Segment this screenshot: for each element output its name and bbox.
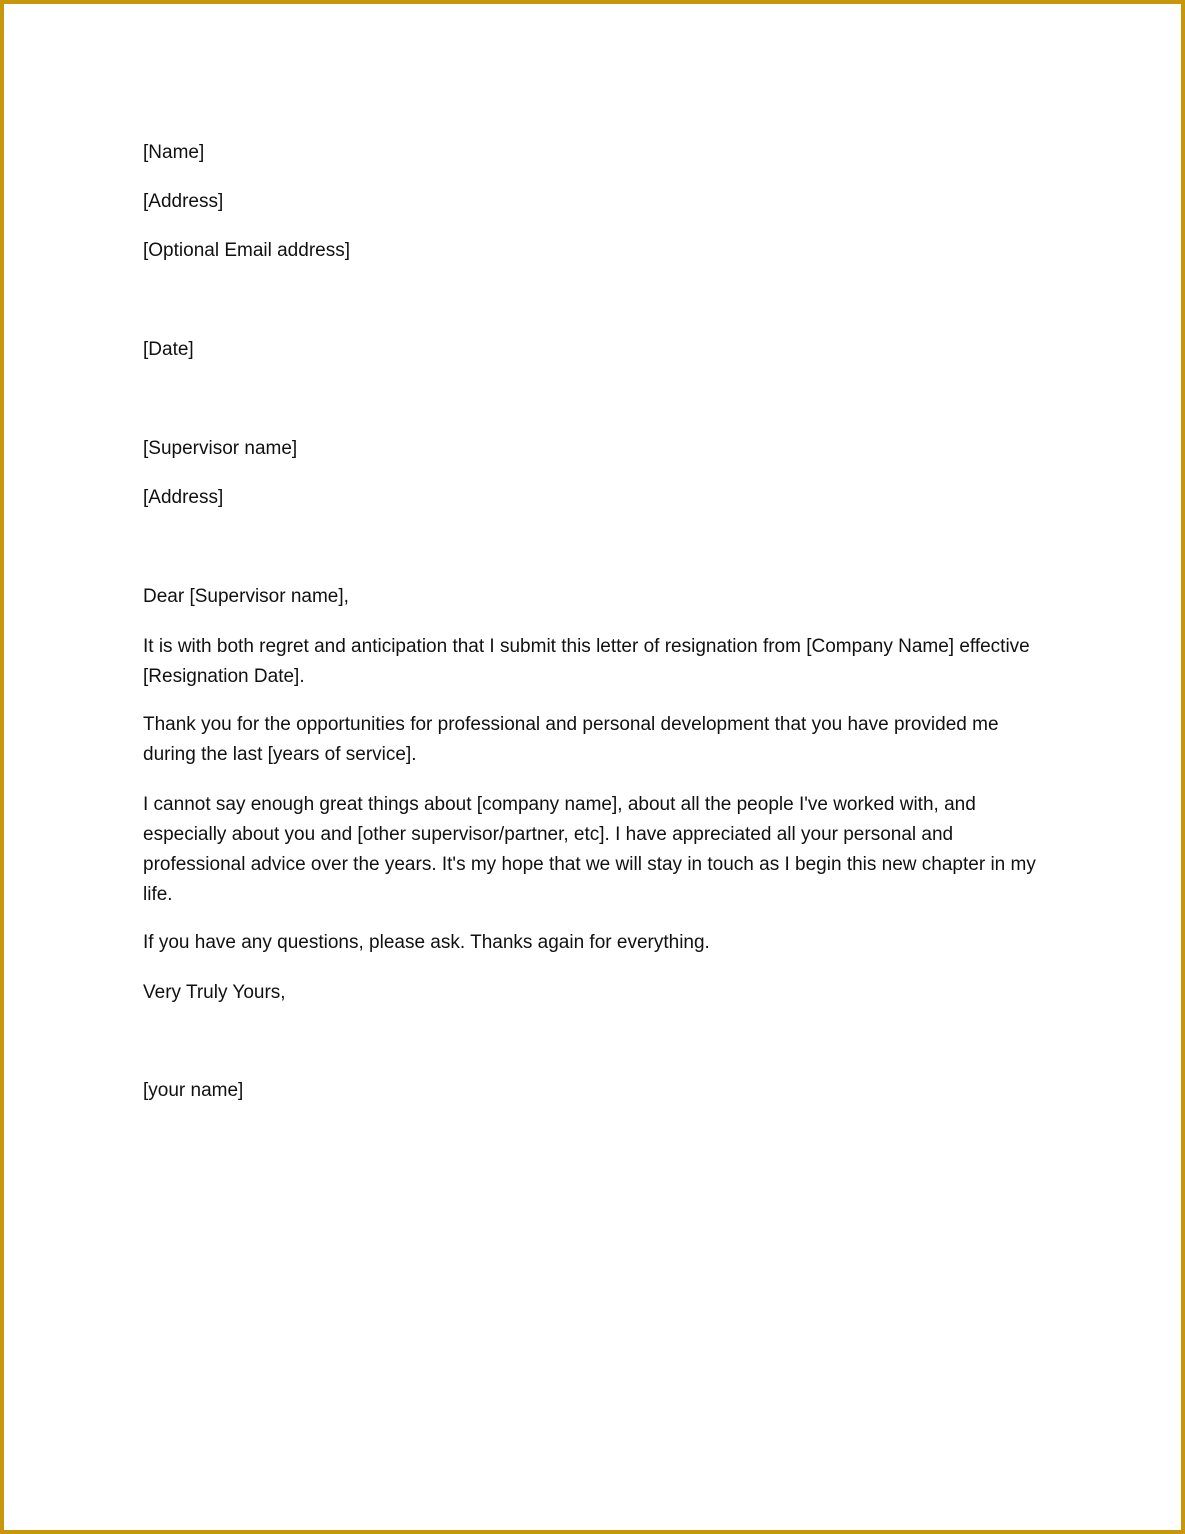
closing: Very Truly Yours, (143, 982, 286, 1003)
paragraph-resignation: It is with both regret and anticipation that I submit this letter of resignation from [Company Name] effective [Resignation Date]. (143, 636, 1030, 687)
letter-date: [Date] (143, 339, 194, 360)
sender-email: [Optional Email address] (143, 240, 350, 261)
recipient-name: [Supervisor name] (143, 438, 298, 459)
signature: [your name] (143, 1080, 244, 1101)
salutation: Dear [Supervisor name], (143, 586, 349, 607)
paragraph-thanks: Thank you for the opportunities for professional and personal development that you have provided me during the last [years of service]. (143, 714, 999, 765)
paragraph-questions: If you have any questions, please ask. Thanks again for everything. (143, 932, 710, 953)
sender-address: [Address] (143, 191, 224, 212)
paragraph-appreciation: I cannot say enough great things about [company name], about all the people I've worked with, and especially about you and [other supervisor/partner, etc]. I have appreciated all your personal and professional advice over the years. It's my hope that we will stay in touch as I begin this new chapter in my life. (143, 794, 1036, 905)
recipient-address: [Address] (143, 487, 224, 508)
sender-name: [Name] (143, 142, 205, 163)
